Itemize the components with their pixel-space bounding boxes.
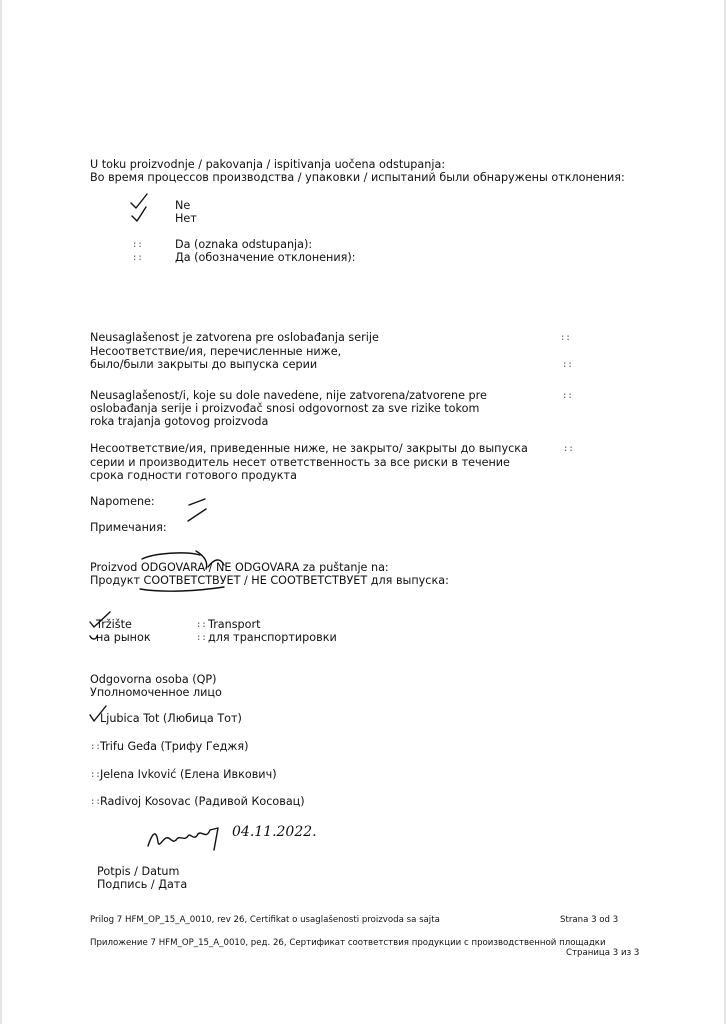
qp-person-2: Trifu Geđa (Трифу Геджя): [100, 740, 249, 753]
qp-label-lat: Odgovorna osoba (QP): [90, 673, 217, 686]
odgovara-circle-scribble-icon: [134, 549, 254, 595]
qp-person-3-checkbox[interactable]: ::: [90, 770, 101, 780]
option-yes-checkbox-cyr[interactable]: ::: [132, 253, 143, 263]
qp-person-3: Jelena Ivković (Елена Ивкович): [100, 768, 277, 781]
nc-closed-line1: Neusaglašenost je zatvorena pre oslobađanja serije: [90, 331, 379, 344]
nc-open-lat-line3: roka trajanja gotovog proizvoda: [90, 415, 269, 428]
no-checkmark-icon: [128, 192, 158, 224]
transport-cyr: для транспортировки: [208, 631, 337, 644]
scan-edge-left: [0, 0, 2, 1024]
signature-label-cyr: Подпись / Дата: [97, 878, 188, 891]
nc-open-cyr-checkbox[interactable]: ::: [563, 444, 574, 454]
footer-cyr: Приложение 7 HFM_OP_15_A_0010, ред. 26, Сертификат соответствия продукции с производственной площадки: [90, 938, 606, 948]
deviations-question-lat: U toku proizvodnje / pakovanja / ispitivanja uočena odstupanja:: [90, 158, 446, 171]
transport-checkbox-cyr[interactable]: ::: [196, 633, 207, 643]
market-lat: Tržište: [96, 618, 132, 631]
option-yes-checkbox[interactable]: ::: [132, 240, 143, 250]
nc-closed-checkbox-cyr[interactable]: ::: [562, 360, 573, 370]
market-cyr: на рынок: [96, 631, 151, 644]
qp-person-2-checkbox[interactable]: ::: [90, 742, 101, 752]
qp-person-1: Ljubica Tot (Любица Тот): [100, 712, 242, 725]
nc-open-cyr-line2: серии и производитель несет ответственность за все риски в течение: [90, 456, 510, 469]
nc-closed-checkbox[interactable]: ::: [560, 333, 571, 343]
option-no-cyr: Нет: [175, 212, 197, 225]
release-line-lat: Proizvod ODGOVARA / NE ODGOVARA za puštanje na:: [90, 561, 389, 574]
option-yes-lat: Da (oznaka odstupanja):: [175, 238, 313, 251]
notes-label-cyr: Примечания:: [90, 521, 167, 534]
footer-page-cyr: Страница 3 из 3: [566, 948, 640, 958]
option-yes-cyr: Да (обозначение отклонения):: [175, 251, 356, 264]
footer-lat: Prilog 7 HFM_OP_15_A_0010, rev 26, Certifikat o usaglašenosti proizvoda sa sajta: [90, 915, 440, 925]
nc-open-cyr-line1: Несоответствие/ия, приведенные ниже, не закрыто/ закрыты до выпуска: [90, 442, 528, 455]
handwritten-signature-icon: [144, 820, 234, 856]
notes-label-lat: Napomene:: [90, 495, 155, 508]
qp-label-cyr: Уполномоченное лицо: [90, 686, 222, 699]
nc-closed-line3: было/были закрыты до выпуска серии: [90, 358, 318, 371]
release-line-cyr: Продукт СООТВЕТСТВУЕТ / НЕ СООТВЕТСТВУЕТ для выпуска:: [90, 574, 449, 587]
nc-open-lat-line2: oslobađanja serije i proizvođač snosi odgovornost za sve rizike tokom: [90, 402, 480, 415]
deviations-question-cyr: Во время процессов производства / упаковки / испытаний были обнаружены отклонения:: [90, 171, 625, 184]
footer-page-lat: Strana 3 od 3: [560, 915, 619, 925]
signature-date: 04.11.2022.: [232, 824, 317, 840]
transport-lat: Transport: [208, 618, 261, 631]
nc-closed-line2: Несоответствие/ия, перечисленные ниже,: [90, 345, 342, 358]
qp-person-4: Radivoj Kosovac (Радивой Косовац): [100, 795, 305, 808]
signature-label-lat: Potpis / Datum: [97, 865, 180, 878]
transport-checkbox[interactable]: ::: [196, 620, 207, 630]
notes-dash-strokes-icon: [186, 497, 210, 525]
option-no-lat: Ne: [175, 199, 191, 212]
nc-open-cyr-line3: срока годности готового продукта: [90, 469, 297, 482]
qp-person-4-checkbox[interactable]: ::: [90, 797, 101, 807]
nc-open-lat-checkbox[interactable]: ::: [562, 391, 573, 401]
nc-open-lat-line1: Neusaglašenost/i, koje su dole navedene, nije zatvorena/zatvorene pre: [90, 389, 487, 402]
